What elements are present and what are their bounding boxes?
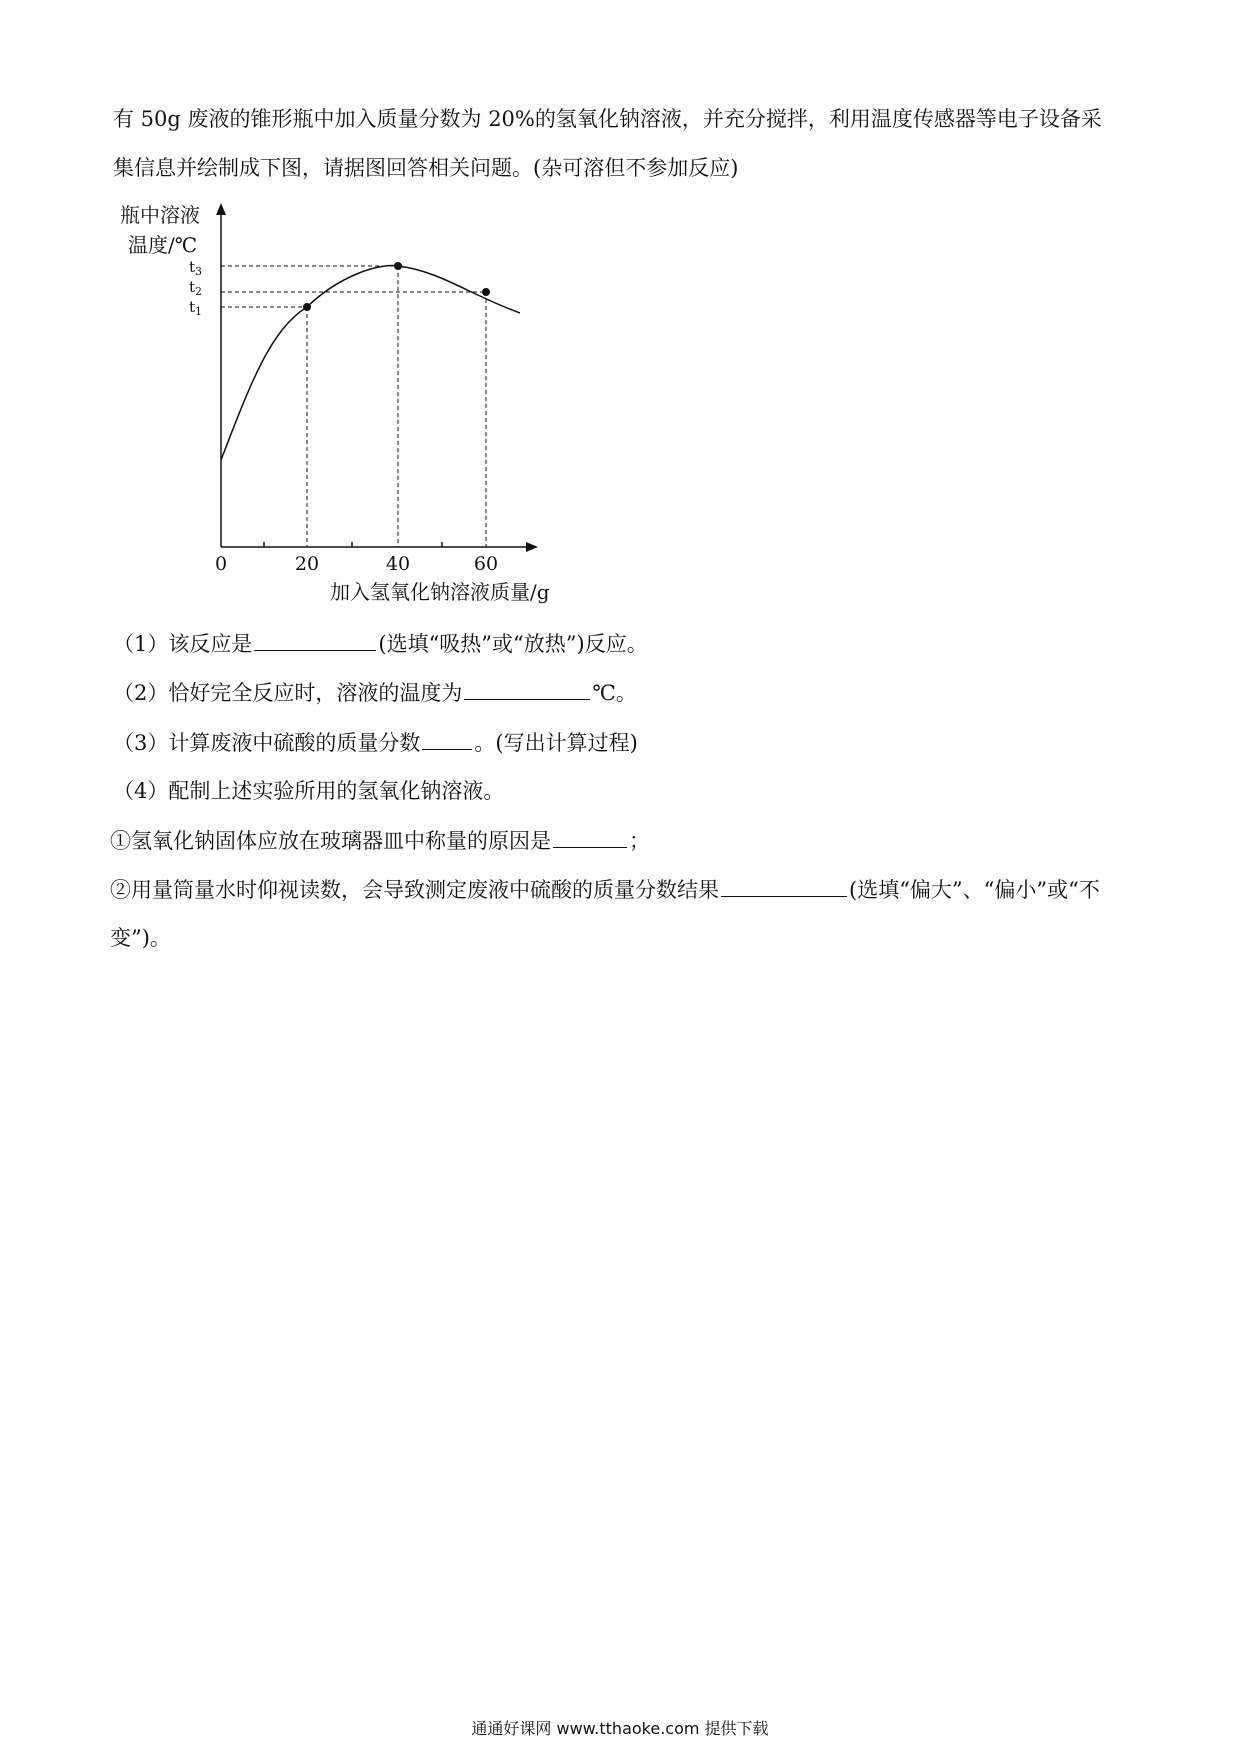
x-tick-20: 20 <box>294 553 320 575</box>
q4a-suffix: ； <box>629 829 650 853</box>
q4a-prefix: ①氢氧化钠固体应放在玻璃器皿中称量的原因是 <box>110 829 551 853</box>
q4b-suffix: (选填“偏大”、“偏小”或“不 <box>849 878 1100 902</box>
intro-line-2: 集信息并绘制成下图，请据图回答相关问题。(杂可溶但不参加反应) <box>113 156 739 180</box>
q3-suffix: 。(写出计算过程) <box>474 731 638 755</box>
q4b-answer-blank[interactable] <box>721 874 847 897</box>
x-axis-label: 加入氢氧化钠溶液质量/g <box>330 580 550 604</box>
q2-suffix: ℃。 <box>592 681 637 705</box>
q1-suffix: (选填“吸热”或“放热”)反应。 <box>378 632 648 656</box>
q2-answer-blank[interactable] <box>464 677 590 700</box>
question-4: （4）配制上述实验所用的氢氧化钠溶液。 <box>113 779 505 803</box>
x-axis-arrow <box>526 542 538 552</box>
question-3 <box>113 727 638 758</box>
temperature-chart <box>110 195 570 615</box>
question-2 <box>113 677 637 708</box>
y-tick-t1: $t_1$ <box>188 298 202 318</box>
x-tick-0: 0 <box>214 553 228 575</box>
intro-line-1: 有 50g 废液的锥形瓶中加入质量分数为 20%的氢氧化钠溶液，并充分搅拌，利用温度传感器等电子设备采 <box>113 107 1102 131</box>
question-4b-line2: 变”)。 <box>110 926 171 950</box>
y-axis-label-line2: 温度/℃ <box>128 233 198 257</box>
q4a-answer-blank[interactable] <box>553 825 627 848</box>
x-tick-60: 60 <box>473 553 499 575</box>
y-axis-label-line1: 瓶中溶液 <box>120 203 200 227</box>
question-4b <box>110 874 1100 905</box>
q3-answer-blank[interactable] <box>422 727 472 750</box>
q3-prefix: （3）计算废液中硫酸的质量分数 <box>113 731 421 755</box>
question-4a <box>110 825 650 856</box>
temperature-curve <box>221 266 520 460</box>
y-tick-t2: $t_2$ <box>188 278 202 298</box>
y-tick-t3: $t_3$ <box>188 258 202 278</box>
point-x20 <box>303 303 311 311</box>
y-axis-arrow <box>216 203 226 215</box>
q1-prefix: （1）该反应是 <box>113 632 253 656</box>
q2-prefix: （2）恰好完全反应时，溶液的温度为 <box>113 681 463 705</box>
q1-answer-blank[interactable] <box>254 628 376 651</box>
question-1 <box>113 628 648 659</box>
x-tick-40: 40 <box>385 553 411 575</box>
footer-credit: 通通好课网 www.tthaoke.com 提供下载 <box>471 1719 769 1738</box>
q4b-prefix: ②用量筒量水时仰视读数，会导致测定废液中硫酸的质量分数结果 <box>110 878 719 902</box>
point-x40 <box>394 262 402 270</box>
point-x60 <box>482 288 490 296</box>
